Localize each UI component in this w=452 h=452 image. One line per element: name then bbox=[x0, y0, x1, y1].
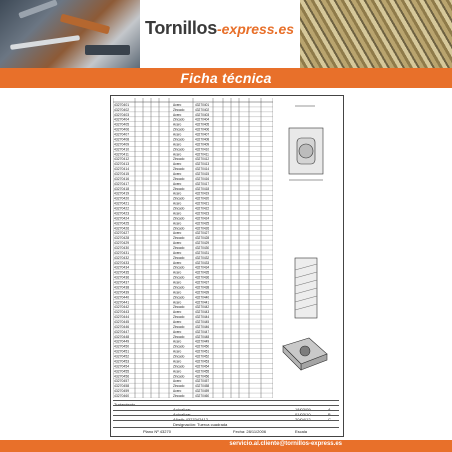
plano-number: Plano Nº 43270 bbox=[143, 429, 171, 434]
table-cell-code: 43270437 bbox=[114, 280, 130, 285]
table-cell-desc: Zincado bbox=[173, 186, 185, 191]
table-cell-code: 43270445 bbox=[114, 320, 130, 324]
table-cell-code: 43270433 bbox=[114, 260, 130, 265]
revision-letter: C bbox=[328, 417, 331, 422]
table-cell-ref: 43270456 bbox=[195, 374, 210, 379]
table-cell-code: 43270455 bbox=[114, 369, 130, 374]
table-cell-ref: 43270454 bbox=[195, 364, 210, 369]
table-cell-code: 43270414 bbox=[114, 167, 130, 172]
table-cell-desc: Acero bbox=[173, 329, 182, 334]
table-cell-ref: 43270431 bbox=[195, 250, 210, 255]
table-cell-desc: Zincado bbox=[173, 147, 185, 152]
brand-logo[interactable] bbox=[145, 18, 295, 48]
title-block bbox=[113, 400, 339, 434]
table-cell-ref: 43270427 bbox=[195, 231, 210, 236]
table-cell-code: 43270421 bbox=[114, 201, 130, 206]
table-cell-desc: Zincado bbox=[173, 255, 185, 260]
table-cell-desc: Acero bbox=[173, 310, 182, 315]
table-cell-desc: Zincado bbox=[173, 236, 185, 241]
table-cell-code: 43270408 bbox=[114, 137, 130, 142]
table-cell-ref: 43270422 bbox=[195, 206, 210, 211]
table-cell-desc: Zincado bbox=[173, 285, 185, 290]
table-cell-code: 43270417 bbox=[114, 181, 130, 186]
table-cell-desc: Zincado bbox=[173, 394, 185, 398]
table-cell-ref: 43270415 bbox=[195, 172, 210, 176]
table-cell-code: 43270409 bbox=[114, 142, 130, 147]
table-cell-code: 43270407 bbox=[114, 132, 130, 137]
table-cell-ref: 43270406 bbox=[195, 127, 210, 132]
footer-bar bbox=[0, 440, 452, 452]
table-cell-desc: Acero bbox=[173, 172, 182, 176]
table-cell-code: 43270413 bbox=[114, 162, 130, 167]
table-cell-desc: Zincado bbox=[173, 364, 185, 369]
table-cell-ref: 43270404 bbox=[195, 117, 210, 122]
table-cell-desc: Zincado bbox=[173, 334, 185, 339]
table-cell-code: 43270418 bbox=[114, 186, 130, 191]
table-cell-desc: Acero bbox=[173, 320, 182, 324]
table-cell-desc: Acero bbox=[173, 369, 182, 374]
revision-row bbox=[113, 410, 339, 417]
table-cell-code: 43270451 bbox=[114, 349, 130, 354]
table-cell-code: 43270432 bbox=[114, 255, 130, 260]
table-cell-desc: Zincado bbox=[173, 206, 185, 211]
table-cell-desc: Acero bbox=[173, 241, 182, 246]
table-cell-desc: Acero bbox=[173, 211, 182, 216]
table-cell-code: 43270424 bbox=[114, 216, 130, 221]
title-bar bbox=[0, 68, 452, 88]
table-cell-code: 43270447 bbox=[114, 329, 130, 334]
table-cell-desc: Acero bbox=[173, 389, 182, 394]
table-cell-ref: 43270440 bbox=[195, 295, 210, 300]
tratamiento-row bbox=[113, 400, 339, 407]
table-cell-desc: Zincado bbox=[173, 305, 185, 310]
table-cell-ref: 43270441 bbox=[195, 300, 210, 305]
revision-text: Añadir 4327042412 bbox=[173, 417, 208, 422]
table-cell-ref: 43270407 bbox=[195, 132, 210, 137]
table-cell-desc: Zincado bbox=[173, 226, 185, 231]
table-cell-desc: Acero bbox=[173, 231, 182, 236]
table-cell-code: 43270435 bbox=[114, 270, 130, 275]
table-cell-ref: 43270425 bbox=[195, 221, 210, 226]
table-cell-ref: 43270424 bbox=[195, 216, 210, 221]
table-cell-desc: Zincado bbox=[173, 196, 185, 201]
table-cell-ref: 43270443 bbox=[195, 310, 210, 315]
table-cell-code: 43270434 bbox=[114, 265, 130, 270]
table-cell-desc: Zincado bbox=[173, 374, 185, 379]
table-cell-ref: 43270420 bbox=[195, 196, 210, 201]
table-cell-ref: 43270436 bbox=[195, 275, 210, 280]
plano-row bbox=[113, 427, 339, 434]
revision-row bbox=[113, 405, 339, 412]
table-cell-desc: Zincado bbox=[173, 127, 185, 132]
table-cell-ref: 43270402 bbox=[195, 107, 210, 112]
table-cell-desc: Acero bbox=[173, 339, 182, 344]
top-view bbox=[289, 106, 323, 180]
table-cell-ref: 43270453 bbox=[195, 359, 210, 364]
table-cell-ref: 43270460 bbox=[195, 394, 210, 398]
table-cell-code: 43270416 bbox=[114, 176, 130, 181]
table-cell-desc: Zincado bbox=[173, 107, 185, 112]
table-cell-ref: 43270458 bbox=[195, 384, 210, 389]
table-cell-ref: 43270416 bbox=[195, 176, 210, 181]
table-cell-ref: 43270449 bbox=[195, 339, 210, 344]
table-cell-code: 43270427 bbox=[114, 231, 130, 236]
brand-name: Tornillos bbox=[145, 18, 217, 38]
revision-text: Actualizar bbox=[173, 407, 191, 412]
revision-date: 01/03/10 bbox=[295, 412, 311, 417]
table-cell-ref: 43270417 bbox=[195, 181, 210, 186]
table-cell-ref: 43270434 bbox=[195, 265, 210, 270]
table-cell-desc: Zincado bbox=[173, 384, 185, 389]
table-cell-ref: 43270401 bbox=[195, 102, 210, 107]
designation: Designación: Tuerca cuadrada bbox=[173, 422, 228, 427]
table-cell-desc: Acero bbox=[173, 359, 182, 364]
table-cell-desc: Acero bbox=[173, 102, 182, 107]
table-cell-code: 43270402 bbox=[114, 107, 130, 112]
table-cell-code: 43270441 bbox=[114, 300, 130, 305]
page-title: Ficha técnica bbox=[180, 70, 272, 86]
table-cell-desc: Zincado bbox=[173, 315, 185, 320]
table-cell-desc: Acero bbox=[173, 270, 182, 275]
scale-label: Escala bbox=[295, 429, 308, 434]
table-cell-code: 43270410 bbox=[114, 147, 130, 152]
table-cell-desc: Zincado bbox=[173, 246, 185, 250]
table-cell-code: 43270438 bbox=[114, 285, 130, 290]
tratamiento-label: Tratamiento bbox=[114, 402, 136, 407]
table-cell-desc: Zincado bbox=[173, 295, 185, 300]
table-cell-desc: Acero bbox=[173, 379, 182, 384]
table-cell-ref: 43270411 bbox=[195, 152, 209, 157]
revision-letter: A bbox=[328, 407, 331, 412]
table-cell-desc: Zincado bbox=[173, 344, 185, 349]
table-cell-code: 43270459 bbox=[114, 389, 130, 394]
iso-view bbox=[283, 338, 327, 370]
table-cell-code: 43270454 bbox=[114, 364, 130, 369]
table-cell-desc: Acero bbox=[173, 300, 182, 305]
table-cell-desc: Zincado bbox=[173, 137, 185, 142]
revision-text: Actualizar bbox=[173, 412, 191, 417]
table-cell-code: 43270404 bbox=[114, 117, 130, 122]
table-cell-code: 43270428 bbox=[114, 236, 130, 241]
table-cell-desc: Zincado bbox=[173, 275, 185, 280]
table-cell-code: 43270401 bbox=[114, 102, 130, 107]
table-cell-code: 43270415 bbox=[114, 172, 130, 176]
table-cell-desc: Zincado bbox=[173, 265, 185, 270]
table-cell-code: 43270403 bbox=[114, 112, 130, 117]
table-cell-ref: 43270438 bbox=[195, 285, 210, 290]
table-cell-code: 43270419 bbox=[114, 191, 130, 196]
table-cell-code: 43270429 bbox=[114, 241, 130, 246]
table-cell-ref: 43270403 bbox=[195, 112, 210, 117]
table-cell-ref: 43270442 bbox=[195, 305, 210, 310]
table-cell-desc: Acero bbox=[173, 112, 182, 117]
table-cell-ref: 43270414 bbox=[195, 167, 210, 172]
table-cell-code: 43270442 bbox=[114, 305, 130, 310]
table-cell-code: 43270443 bbox=[114, 310, 130, 315]
table-cell-code: 43270431 bbox=[114, 250, 130, 255]
nut-drawing bbox=[275, 98, 337, 398]
table-cell-ref: 43270455 bbox=[195, 369, 210, 374]
table-cell-code: 43270426 bbox=[114, 226, 130, 231]
table-cell-ref: 43270432 bbox=[195, 255, 210, 260]
table-cell-ref: 43270433 bbox=[195, 260, 210, 265]
table-cell-ref: 43270418 bbox=[195, 186, 210, 191]
table-cell-ref: 43270447 bbox=[195, 329, 210, 334]
table-cell-desc: Zincado bbox=[173, 157, 185, 162]
table-cell-ref: 43270405 bbox=[195, 122, 210, 127]
table-cell-ref: 43270428 bbox=[195, 236, 210, 241]
table-cell-desc: Acero bbox=[173, 201, 182, 206]
footer-email[interactable]: servicio.al.cliente@tornillos-express.es bbox=[229, 441, 342, 447]
table-cell-ref: 43270419 bbox=[195, 191, 210, 196]
table-cell-ref: 43270421 bbox=[195, 201, 210, 206]
brand-suffix: -express.es bbox=[216, 21, 295, 37]
table-cell-code: 43270439 bbox=[114, 290, 130, 295]
tools-photo bbox=[0, 0, 140, 68]
table-cell-desc: Acero bbox=[173, 142, 182, 147]
table-cell-code: 43270456 bbox=[114, 374, 130, 379]
table-cell-ref: 43270426 bbox=[195, 226, 210, 231]
table-cell-desc: Zincado bbox=[173, 216, 185, 221]
table-cell-ref: 43270408 bbox=[195, 137, 210, 142]
table-cell-code: 43270425 bbox=[114, 221, 130, 226]
table-cell-code: 43270430 bbox=[114, 246, 130, 250]
table-cell-code: 43270452 bbox=[114, 354, 130, 359]
table-cell-desc: Acero bbox=[173, 260, 182, 265]
table-cell-code: 43270457 bbox=[114, 379, 130, 384]
table-cell-ref: 43270439 bbox=[195, 290, 210, 295]
table-cell-code: 43270412 bbox=[114, 157, 130, 162]
table-cell-ref: 43270445 bbox=[195, 320, 210, 324]
table-cell-code: 43270453 bbox=[114, 359, 130, 364]
table-cell-code: 43270436 bbox=[114, 275, 130, 280]
table-cell-desc: Acero bbox=[173, 181, 182, 186]
side-view bbox=[295, 258, 317, 318]
plano-date: Fecha: 28/11/2006 bbox=[233, 429, 267, 434]
technical-drawing bbox=[275, 98, 337, 398]
table-cell-code: 43270406 bbox=[114, 127, 130, 132]
table-cell-ref: 43270423 bbox=[195, 211, 210, 216]
table-cell-desc: Acero bbox=[173, 250, 182, 255]
table-cell-ref: 43270452 bbox=[195, 354, 210, 359]
table-cell-desc: Zincado bbox=[173, 167, 185, 172]
table-cell-desc: Acero bbox=[173, 221, 182, 226]
header-banner bbox=[0, 0, 452, 68]
table-cell-code: 43270405 bbox=[114, 122, 130, 127]
table-cell-code: 43270440 bbox=[114, 295, 130, 300]
revision-row bbox=[113, 415, 339, 422]
table-cell-ref: 43270430 bbox=[195, 246, 210, 250]
table-cell-ref: 43270459 bbox=[195, 389, 210, 394]
table-cell-ref: 43270448 bbox=[195, 334, 210, 339]
table-cell-code: 43270422 bbox=[114, 206, 130, 211]
table-cell-ref: 43270450 bbox=[195, 344, 210, 349]
table-cell-desc: Acero bbox=[173, 152, 182, 157]
table-cell-code: 43270423 bbox=[114, 211, 130, 216]
table-cell-desc: Acero bbox=[173, 132, 182, 137]
table-cell-code: 43270449 bbox=[114, 339, 130, 344]
table-cell-code: 43270458 bbox=[114, 384, 130, 389]
table-cell-ref: 43270457 bbox=[195, 379, 210, 384]
table-cell-ref: 43270412 bbox=[195, 157, 210, 162]
table-cell-code: 43270444 bbox=[114, 315, 130, 320]
table-cell-ref: 43270413 bbox=[195, 162, 210, 167]
revision-date: 20/04/12 bbox=[295, 417, 311, 422]
revision-letter: B bbox=[328, 412, 331, 417]
table-cell-ref: 43270446 bbox=[195, 324, 210, 329]
dimensions-table bbox=[113, 98, 273, 398]
screws-photo bbox=[300, 0, 452, 68]
table-cell-ref: 43270409 bbox=[195, 142, 210, 147]
table-cell-code: 43270448 bbox=[114, 334, 130, 339]
table-cell-ref: 43270444 bbox=[195, 315, 210, 320]
table-cell-desc: Acero bbox=[173, 349, 182, 354]
table-cell-desc: Acero bbox=[173, 290, 182, 295]
table-cell-desc: Zincado bbox=[173, 117, 185, 122]
table-cell-ref: 43270451 bbox=[195, 349, 210, 354]
table-cell-ref: 43270410 bbox=[195, 147, 210, 152]
table-cell-code: 43270420 bbox=[114, 196, 130, 201]
table-cell-ref: 43270429 bbox=[195, 241, 210, 246]
table-cell-desc: Zincado bbox=[173, 324, 185, 329]
table-cell-desc: Acero bbox=[173, 280, 182, 285]
table-cell-desc: Zincado bbox=[173, 354, 185, 359]
table-cell-desc: Acero bbox=[173, 122, 182, 127]
table-cell-code: 43270460 bbox=[114, 394, 130, 398]
table-cell-desc: Acero bbox=[173, 191, 182, 196]
table-cell-desc: Zincado bbox=[173, 176, 185, 181]
table-cell-ref: 43270437 bbox=[195, 280, 210, 285]
table-cell-code: 43270450 bbox=[114, 344, 130, 349]
designation-row bbox=[113, 420, 339, 427]
table-cell-code: 43270411 bbox=[114, 152, 129, 157]
table-cell-ref: 43270435 bbox=[195, 270, 210, 275]
table-cell-desc: Acero bbox=[173, 162, 182, 167]
table-cell-code: 43270446 bbox=[114, 324, 130, 329]
dimensions-table-grid bbox=[113, 98, 273, 398]
revision-date: 18/03/09 bbox=[295, 407, 311, 412]
